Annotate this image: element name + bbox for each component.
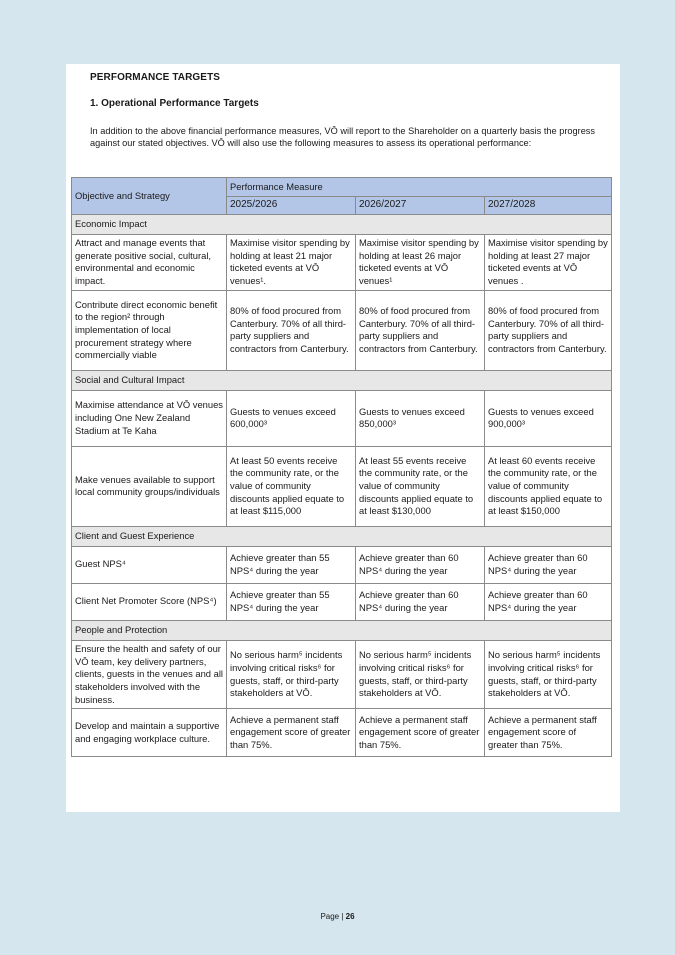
page-footer	[0, 912, 675, 921]
header-year: 2026/2027	[356, 197, 485, 215]
objective-cell: Guest NPS⁴	[72, 546, 227, 583]
measure-cell: Maximise visitor spending by holding at least 27 major ticketed events at VŌ venues .	[485, 235, 612, 291]
measure-cell: At least 55 events receive the community rate, or the value of community discounts applied equate to at least $130,000	[356, 446, 485, 526]
page-label: Page	[320, 912, 340, 921]
objective-cell: Client Net Promoter Score (NPS⁴)	[72, 583, 227, 620]
measure-cell: No serious harm⁵ incidents involving critical risks⁶ for guests, staff, or third-party stakeholders at VŌ.	[485, 640, 612, 709]
measure-cell: Guests to venues exceed 850,000³	[356, 390, 485, 446]
section-subheading: 1. Operational Performance Targets	[90, 98, 259, 109]
objective-cell: Make venues available to support local community groups/individuals	[72, 446, 227, 526]
objective-cell: Ensure the health and safety of our VŌ team, key delivery partners, clients, guests in the venues and all stakeholders involved with the business.	[72, 640, 227, 709]
section-title: Economic Impact	[72, 215, 612, 235]
objective-cell: Attract and manage events that generate positive social, cultural, environmental and economic impact.	[72, 235, 227, 291]
page-heading: PERFORMANCE TARGETS	[90, 72, 221, 83]
table-row	[72, 235, 612, 291]
measure-cell: Guests to venues exceed 600,000³	[227, 390, 356, 446]
header-year: 2027/2028	[485, 197, 612, 215]
measure-cell: No serious harm⁵ incidents involving critical risks⁶ for guests, staff, or third-party stakeholders at VŌ.	[227, 640, 356, 709]
measure-cell: No serious harm⁵ incidents involving critical risks⁶ for guests, staff, or third-party stakeholders at VŌ.	[356, 640, 485, 709]
document-page	[66, 64, 620, 812]
objective-cell: Contribute direct economic benefit to the region² through implementation of local procurement strategy where commercially viable	[72, 290, 227, 370]
section-row	[72, 370, 612, 390]
measure-cell: 80% of food procured from Canterbury. 70% of all third-party suppliers and contractors from Canterbury.	[227, 290, 356, 370]
table-row	[72, 640, 612, 709]
measure-cell: At least 60 events receive the community rate, or the value of community discounts applied equate to at least $150,000	[485, 446, 612, 526]
section-title: People and Protection	[72, 620, 612, 640]
measure-cell: Achieve greater than 55 NPS⁴ during the year	[227, 583, 356, 620]
measure-cell: Achieve greater than 60 NPS⁴ during the year	[485, 546, 612, 583]
table-row	[72, 546, 612, 583]
header-objective: Objective and Strategy	[72, 178, 227, 215]
table-row	[72, 446, 612, 526]
objective-cell: Maximise attendance at VŌ venues including One New Zealand Stadium at Te Kaha	[72, 390, 227, 446]
measure-cell: Achieve greater than 60 NPS⁴ during the year	[485, 583, 612, 620]
measure-cell: Achieve a permanent staff engagement score of greater than 75%.	[227, 709, 356, 757]
objective-cell: Develop and maintain a supportive and engaging workplace culture.	[72, 709, 227, 757]
table-row	[72, 583, 612, 620]
measure-cell: Achieve greater than 60 NPS⁴ during the year	[356, 583, 485, 620]
section-row	[72, 215, 612, 235]
measure-cell: Achieve a permanent staff engagement score of greater than 75%.	[356, 709, 485, 757]
header-year: 2025/2026	[227, 197, 356, 215]
measure-cell: Achieve a permanent staff engagement score of greater than 75%.	[485, 709, 612, 757]
measure-cell: 80% of food procured from Canterbury. 70% of all third-party suppliers and contractors from Canterbury.	[485, 290, 612, 370]
header-performance-measure: Performance Measure	[227, 178, 612, 197]
measure-cell: At least 50 events receive the community rate, or the value of community discounts applied equate to at least $115,000	[227, 446, 356, 526]
section-row	[72, 526, 612, 546]
measure-cell: Maximise visitor spending by holding at least 21 major ticketed events at VŌ venues¹.	[227, 235, 356, 291]
measure-cell: Achieve greater than 60 NPS⁴ during the year	[356, 546, 485, 583]
measure-cell: Maximise visitor spending by holding at least 26 major ticketed events at VŌ venues¹	[356, 235, 485, 291]
measure-cell: Guests to venues exceed 900,000³	[485, 390, 612, 446]
section-title: Social and Cultural Impact	[72, 370, 612, 390]
page-separator: |	[339, 912, 346, 921]
performance-targets-table	[71, 177, 612, 757]
section-row	[72, 620, 612, 640]
measure-cell: 80% of food procured from Canterbury. 70% of all third-party suppliers and contractors from Canterbury.	[356, 290, 485, 370]
table-row	[72, 709, 612, 757]
section-title: Client and Guest Experience	[72, 526, 612, 546]
table-row	[72, 390, 612, 446]
page-number: 26	[345, 912, 355, 921]
table-row	[72, 290, 612, 370]
intro-paragraph: In addition to the above financial performance measures, VŌ will report to the Shareholder on a quarterly basis the progress against our stated objectives. VŌ will also use the following measures to assess its operational performance:	[90, 126, 595, 148]
measure-cell: Achieve greater than 55 NPS⁴ during the year	[227, 546, 356, 583]
